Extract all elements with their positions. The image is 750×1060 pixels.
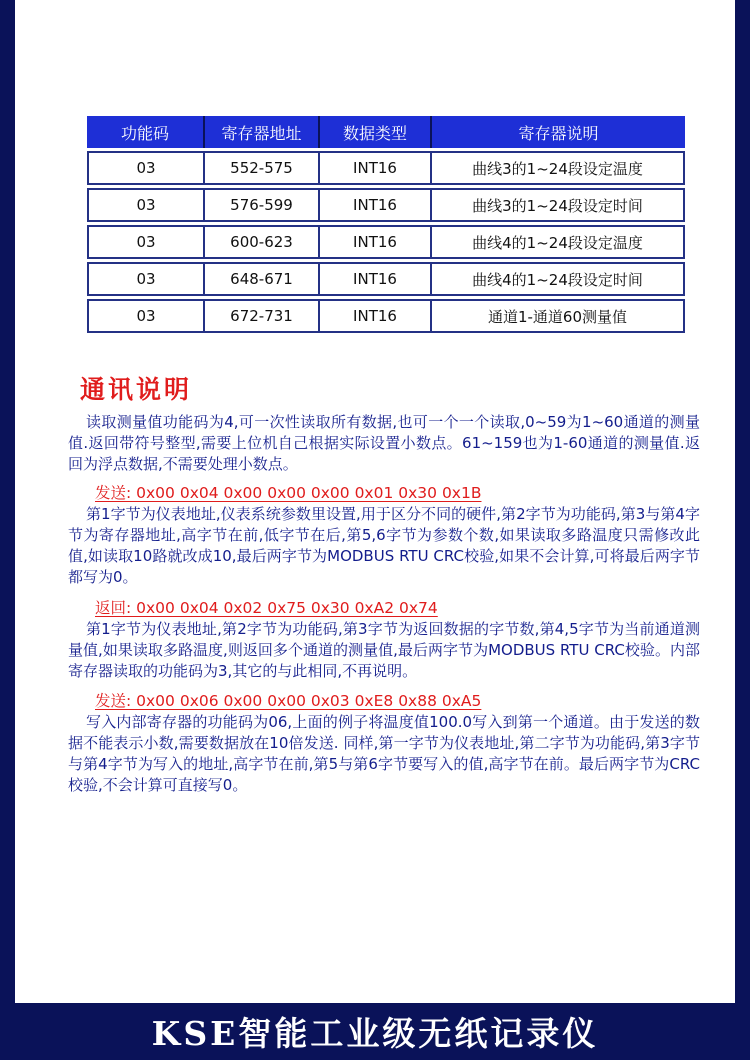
cell-description: 曲线3的1~24段设定温度 [430, 151, 685, 185]
send-example-2-description: 写入内部寄存器的功能码为06,上面的例子将温度值100.0写入到第一个通道。由于发送的数据不能表示小数,需要数据放在10倍发送. 同样,第一字节为仪表地址,第二字节为功能码,第3字节与第4字节为写入的地址,高字节在前,第5与第6字节要写入的值,高字节在前。最后两字节为CRC校验,不会计算可直接写0。 [68, 713, 700, 794]
cell-function-code: 03 [87, 188, 203, 222]
cell-function-code: 03 [87, 151, 203, 185]
cell-function-code: 03 [87, 299, 203, 333]
table-row [87, 188, 685, 222]
cell-description: 曲线3的1~24段设定时间 [430, 188, 685, 222]
cell-data-type: INT16 [318, 188, 430, 222]
cell-description: 曲线4的1~24段设定温度 [430, 225, 685, 259]
table-header-row [87, 116, 685, 148]
cell-register-address: 576-599 [203, 188, 318, 222]
cell-register-address: 600-623 [203, 225, 318, 259]
header-function-code: 功能码 [87, 116, 203, 148]
cell-data-type: INT16 [318, 262, 430, 296]
section-title: 通讯说明 [80, 375, 193, 404]
cell-register-address: 672-731 [203, 299, 318, 333]
reply-example: 返回: 0x00 0x04 0x02 0x75 0x30 0xA2 0x74 [95, 599, 438, 617]
table-row [87, 262, 685, 296]
cell-data-type: INT16 [318, 299, 430, 333]
table-row [87, 299, 685, 333]
register-table [87, 113, 685, 336]
footer-banner [0, 1003, 750, 1060]
table-row [87, 225, 685, 259]
cell-description: 通道1-通道60测量值 [430, 299, 685, 333]
send-example-2: 发送: 0x00 0x06 0x00 0x00 0x03 0xE8 0x88 0xA5 [95, 692, 482, 710]
header-register-address: 寄存器地址 [203, 116, 318, 148]
footer-title: KSE智能工业级无纸记录仪 [151, 1014, 599, 1053]
table-row [87, 151, 685, 185]
cell-function-code: 03 [87, 262, 203, 296]
cell-data-type: INT16 [318, 151, 430, 185]
cell-data-type: INT16 [318, 225, 430, 259]
header-data-type: 数据类型 [318, 116, 430, 148]
intro-paragraph: 读取测量值功能码为4,可一次性读取所有数据,也可一个一个读取,0~59为1~60通道的测量值.返回带符号整型,需要上位机自己根据实际设置小数点。61~159也为1-60通道的测量值.返回为浮点数据,不需要处理小数点。 [68, 413, 700, 473]
cell-register-address: 648-671 [203, 262, 318, 296]
cell-register-address: 552-575 [203, 151, 318, 185]
cell-description: 曲线4的1~24段设定时间 [430, 262, 685, 296]
header-register-description: 寄存器说明 [430, 116, 685, 148]
cell-function-code: 03 [87, 225, 203, 259]
reply-example-description: 第1字节为仪表地址,第2字节为功能码,第3字节为返回数据的字节数,第4,5字节为当前通道测量值,如果读取多路温度,则返回多个通道的测量值,最后两字节为MODBUS RTU CRC校验。内部寄存器读取的功能码为3,其它的与此相同,不再说明。 [68, 620, 700, 680]
send-example-1: 发送: 0x00 0x04 0x00 0x00 0x00 0x01 0x30 0x1B [95, 484, 482, 502]
send-example-1-description: 第1字节为仪表地址,仪表系统参数里设置,用于区分不同的硬件,第2字节为功能码,第3与第4字节为寄存器地址,高字节在前,低字节在后,第5,6字节为参数个数,如果读取多路温度只需修改此值,如读取10路就改成10,最后两字节为MODBUS RTU CRC校验,如果不会计算,可将最后两字节都写为0。 [68, 505, 700, 586]
